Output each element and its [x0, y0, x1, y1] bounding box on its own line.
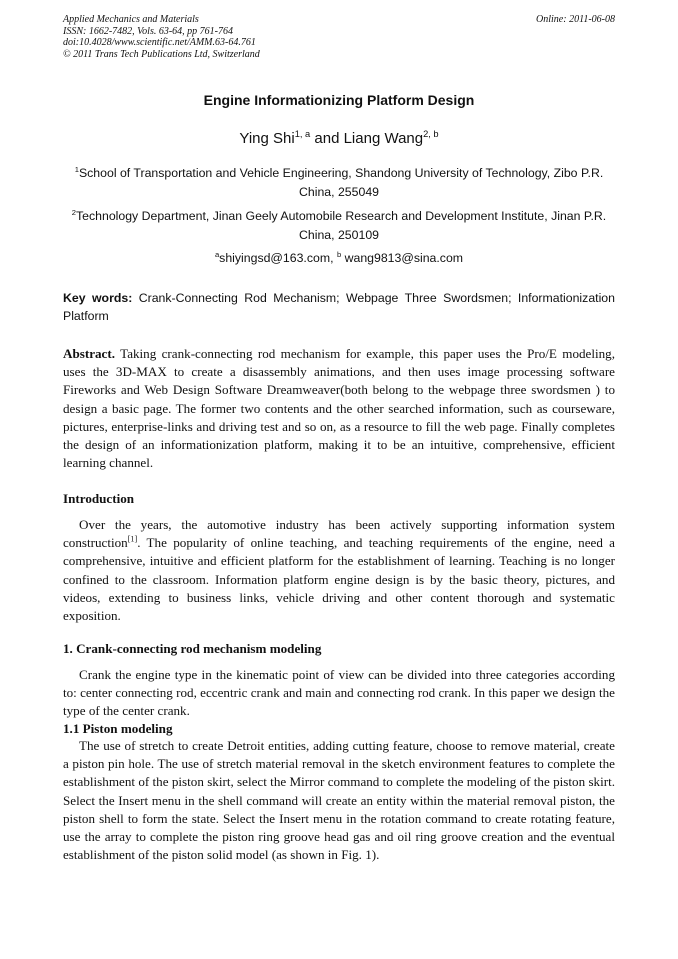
issn-line: ISSN: 1662-7482, Vols. 63-64, pp 761-764: [63, 25, 233, 37]
copyright-line: © 2011 Trans Tech Publications Ltd, Switzerland: [63, 48, 260, 60]
online-date: Online: 2011-06-08: [536, 14, 615, 25]
intro-citation: [1]: [127, 534, 138, 544]
author-1-sup: 1, a: [294, 129, 311, 139]
section-1-heading: 1. Crank-connecting rod mechanism modeling: [63, 641, 322, 656]
doi-line: doi:10.4028/www.scientific.net/AMM.63-64.761: [63, 37, 256, 48]
email-a-sup: a: [214, 249, 220, 259]
section-1-1-heading: 1.1 Piston modeling: [63, 721, 173, 736]
affiliation-1-text: School of Transportation and Vehicle Engineering, Shandong University of Technology, Zibo P.R. China, 255049: [78, 166, 604, 199]
section-1-paragraph: Crank the engine type in the kinematic point of view can be divided into three categories according to: center connecting rod, eccentric crank and main and connecting rod crank. In this paper we design the type of the center crank.: [63, 667, 615, 719]
keywords-label: Key words:: [63, 291, 133, 305]
author-2: Liang Wang: [343, 130, 424, 147]
intro-text-2: . The popularity of online teaching, and teaching requirements of the engine, need a comprehensive, intuitive and efficient platform for the establishment of learning. Teaching is no longer confined to the classroom. Information platform engine design is by the basic theory, pictures, and videos, extending to business links, vehicle driving and other content thorough and systematic exposition.: [63, 535, 615, 624]
email-line: [0, 251, 678, 265]
paper-title: Engine Informationizing Platform Design: [203, 92, 475, 108]
affiliation-2-sup: 2: [71, 207, 76, 217]
email-a: shiyingsd@163.com,: [219, 251, 334, 265]
affiliation-1-sup: 1: [74, 164, 79, 174]
abstract-text: Taking crank-connecting rod mechanism for example, this paper uses the Pro/E modeling, uses the 3D-MAX to create a disassembly animations, and then uses image processing software Fireworks and Web Design Software Dreamweaver(both belong to the webpage three swordsmen ) to design a basic page. The former two contents and the other searched information, such as courseware, pictures, enterprise-links and driving test and so on, as a resource to fill the web page. Finally completes the design of an informationization platform, making it to be an intuitive, comprehensive, efficient learning channel.: [63, 346, 615, 471]
abstract-label: Abstract.: [63, 346, 115, 361]
section-1-1-paragraph: The use of stretch to create Detroit entities, adding cutting feature, choose to remove material, create a piston pin hole. The use of stretch material removal in the sketch environment features to complete the establishment of the piston skirt, select the Mirror command to complete the modeling of the piston skirt. Select the Insert menu in the shell command will create an entity within the material removal piston, the piston shell to form the state. Select the Insert menu in the rotation command to create rotating feature, use the array to complete the piston ring groove head gas and oil ring groove creation and the eventual establishment of the piston solid model (as shown in Fig. 1).: [63, 738, 615, 863]
intro-text-1: Over the years, the automotive industry has been actively supporting information system construction: [63, 517, 615, 551]
journal-name: Applied Mechanics and Materials: [63, 14, 199, 25]
affiliation-2: [63, 207, 615, 245]
keywords-text: Crank-Connecting Rod Mechanism; Webpage Three Swordsmen; Informationization Platform: [63, 291, 615, 323]
author-connector: and: [310, 130, 344, 147]
journal-header: [63, 14, 615, 60]
email-b-sup: b: [336, 249, 342, 259]
author-1: Ying Shi: [239, 130, 295, 147]
author-line: [0, 130, 678, 147]
introduction-paragraph: [63, 516, 615, 625]
keywords: [63, 289, 615, 325]
abstract: [63, 345, 615, 472]
email-b: wang9813@sina.com: [344, 251, 464, 265]
introduction-heading: Introduction: [63, 491, 135, 506]
author-2-sup: 2, b: [423, 129, 439, 139]
affiliation-2-text: Technology Department, Jinan Geely Automobile Research and Development Institute, Jinan P.R. China, 250109: [76, 209, 607, 242]
affiliation-1: [63, 164, 615, 202]
